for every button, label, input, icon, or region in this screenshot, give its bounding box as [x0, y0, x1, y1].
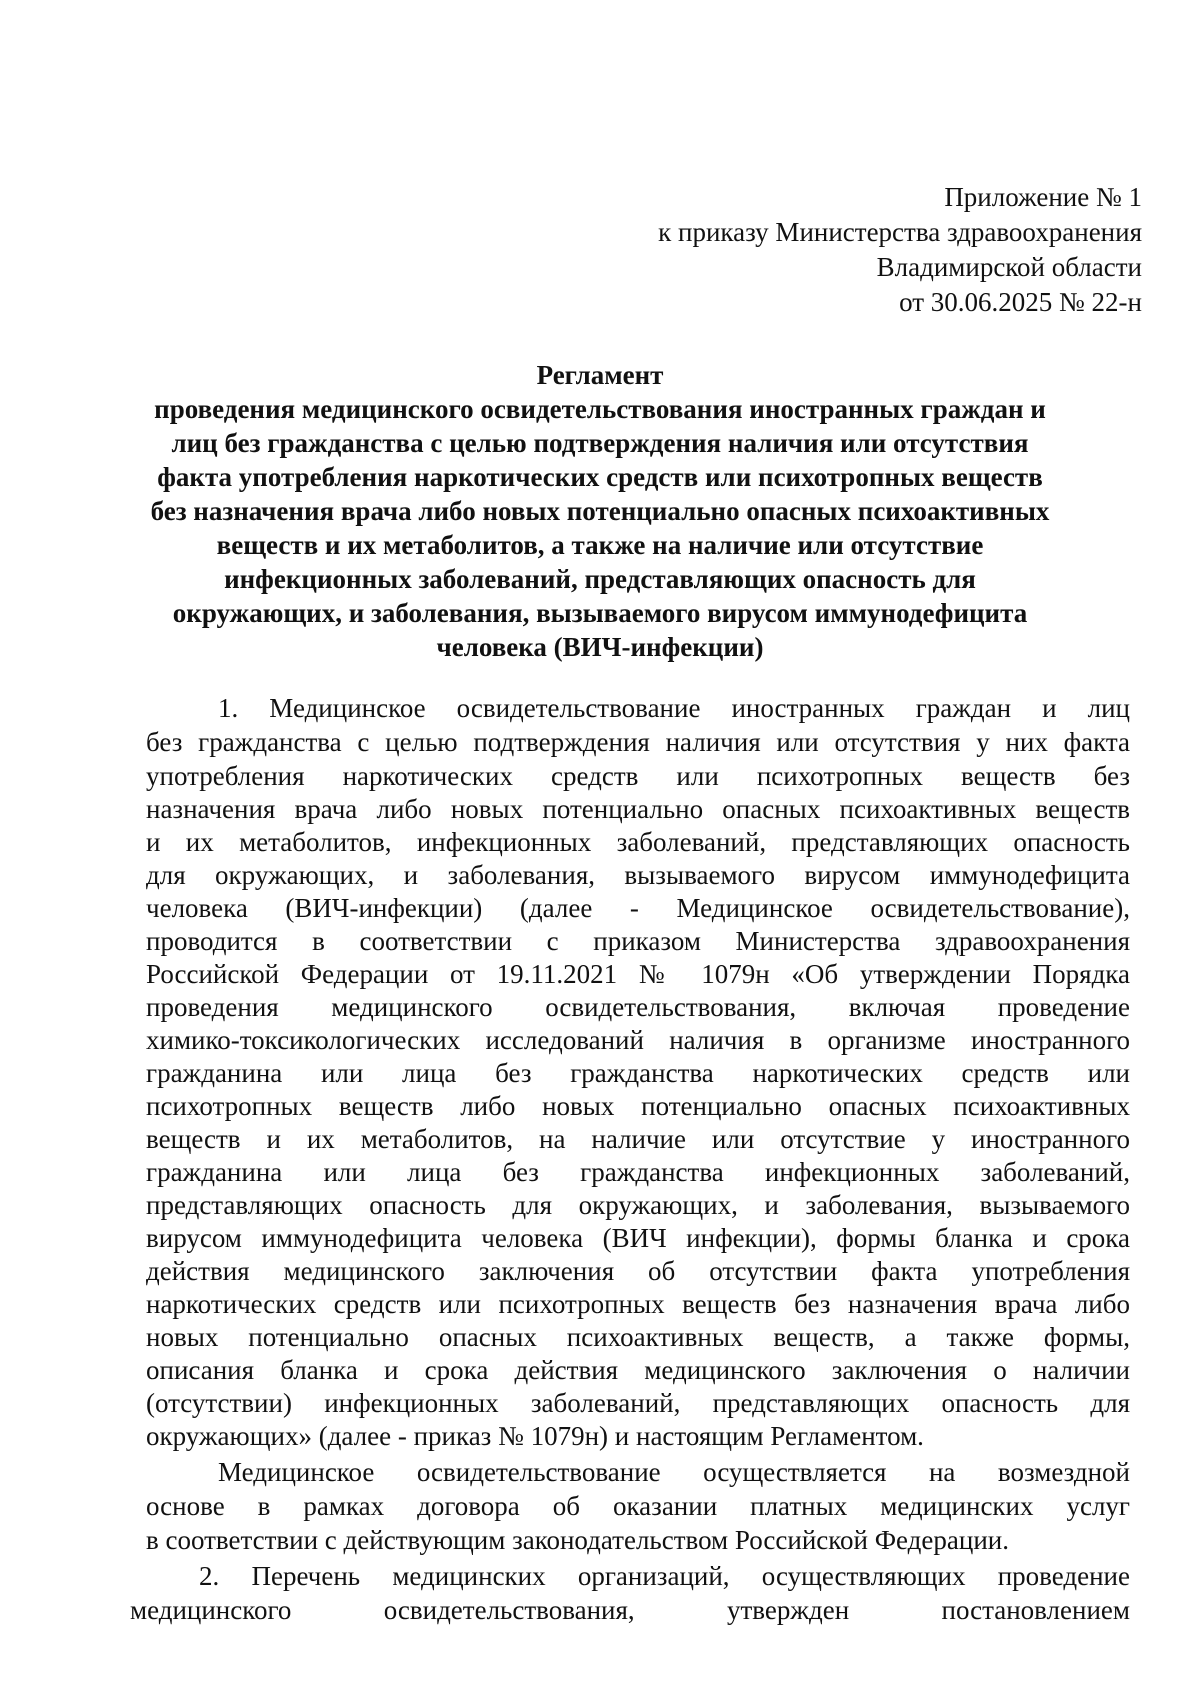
paragraph-3-line: медицинского освидетельствования, утвержден постановлением: [130, 1595, 1130, 1625]
title-line: окружающих, и заболевания, вызываемого вирусом иммунодефицита: [172, 598, 1028, 628]
title-line: веществ и их метаболитов, а также на наличие или отсутствие: [216, 530, 984, 560]
appendix-date-number: от 30.06.2025 № 22-н: [899, 287, 1142, 317]
document-title: [130, 358, 1070, 664]
paragraph-2-line: Медицинское освидетельствование осуществляется на возмездной: [218, 1457, 1130, 1487]
title-heading: Регламент: [536, 360, 664, 390]
title-line: лиц без гражданства с целью подтверждения наличия или отсутствия: [171, 428, 1029, 458]
title-line: без назначения врача либо новых потенциально опасных психоактивных: [150, 496, 1050, 526]
paragraph-1-line: гражданина или лица без гражданства наркотических средств или: [146, 1058, 1130, 1088]
paragraph-1-line: описания бланка и срока действия медицинского заключения о наличии: [146, 1355, 1130, 1385]
title-line: факта употребления наркотических средств или психотропных веществ: [157, 462, 1043, 492]
paragraph-1-line: химико-токсикологических исследований наличия в организме иностранного: [146, 1025, 1130, 1055]
paragraph-1-line: Российской Федерации от 19.11.2021 № 1079н «Об утверждении Порядка: [146, 959, 1130, 989]
appendix-order-ref: к приказу Министерства здравоохранения: [658, 217, 1142, 247]
paragraph-1-line: (отсутствии) инфекционных заболеваний, представляющих опасность для: [146, 1388, 1130, 1418]
paragraph-2-line: в соответствии с действующим законодательством Российской Федерации.: [146, 1525, 1009, 1555]
appendix-number: Приложение № 1: [944, 182, 1142, 212]
paragraph-1-line: психотропных веществ либо новых потенциально опасных психоактивных: [146, 1091, 1130, 1121]
paragraph-1-line: окружающих» (далее - приказ № 1079н) и настоящим Регламентом.: [146, 1421, 924, 1451]
paragraph-1-line: употребления наркотических средств или психотропных веществ без: [146, 761, 1130, 791]
paragraph-1-line: для окружающих, и заболевания, вызываемого вирусом иммунодефицита: [146, 860, 1130, 890]
paragraph-1-line: вирусом иммунодефицита человека (ВИЧ инфекции), формы бланка и срока: [146, 1223, 1130, 1253]
paragraph-1-line: и их метаболитов, инфекционных заболеваний, представляющих опасность: [146, 827, 1130, 857]
appendix-region: Владимирской области: [876, 252, 1142, 282]
paragraph-1-line: проведения медицинского освидетельствования, включая проведение: [146, 992, 1130, 1022]
paragraph-1-line: проводится в соответствии с приказом Министерства здравоохранения: [146, 926, 1130, 956]
paragraph-1-line: новых потенциально опасных психоактивных веществ, а также формы,: [146, 1322, 1130, 1352]
paragraph-1-line: наркотических средств или психотропных веществ без назначения врача либо: [146, 1289, 1130, 1319]
title-line: проведения медицинского освидетельствования иностранных граждан и: [154, 394, 1046, 424]
paragraph-1-line: действия медицинского заключения об отсутствии факта употребления: [146, 1256, 1130, 1286]
title-line: инфекционных заболеваний, представляющих опасность для: [224, 564, 976, 594]
paragraph-2-line: основе в рамках договора об оказании платных медицинских услуг: [146, 1491, 1130, 1521]
paragraph-1-line: 1. Медицинское освидетельствование иностранных граждан и лиц: [218, 693, 1130, 723]
paragraph-1-line: веществ и их метаболитов, на наличие или отсутствие у иностранного: [146, 1124, 1130, 1154]
title-line: человека (ВИЧ-инфекции): [436, 632, 764, 662]
paragraph-1-line: без гражданства с целью подтверждения наличия или отсутствия у них факта: [146, 727, 1130, 757]
paragraph-1-line: человека (ВИЧ-инфекции) (далее - Медицинское освидетельствование),: [146, 893, 1130, 923]
paragraph-1-line: гражданина или лица без гражданства инфекционных заболеваний,: [146, 1157, 1130, 1187]
appendix-block: [658, 180, 1142, 320]
paragraph-1-line: представляющих опасность для окружающих, и заболевания, вызываемого: [146, 1190, 1130, 1220]
paragraph-3-line: 2. Перечень медицинских организаций, осуществляющих проведение: [199, 1561, 1130, 1591]
paragraph-1-line: назначения врача либо новых потенциально опасных психоактивных веществ: [146, 794, 1130, 824]
